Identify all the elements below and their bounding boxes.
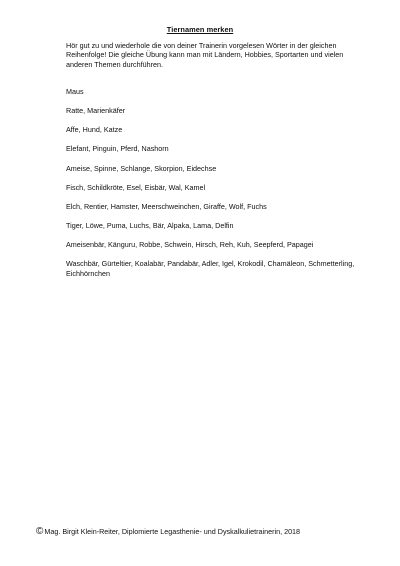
word-line-1: Maus bbox=[66, 87, 84, 96]
word-line-5: Ameise, Spinne, Schlange, Skorpion, Eidechse bbox=[66, 163, 217, 173]
word-line-9: Ameisenbär, Känguru, Robbe, Schwein, Hirsch, Reh, Kuh, Seepferd, Papagei bbox=[66, 240, 314, 250]
word-line-8: Tiger, Löwe, Puma, Luchs, Bär, Alpaka, Lama, Delfin bbox=[66, 220, 234, 230]
word-line-2: Ratte, Marienkäfer bbox=[66, 106, 126, 116]
word-line-6: Fisch, Schildkröte, Esel, Eisbär, Wal, Kamel bbox=[66, 182, 206, 192]
word-line-3: Affe, Hund, Katze bbox=[66, 125, 123, 135]
footer bbox=[36, 527, 376, 536]
document-title: Tiernamen merken bbox=[166, 25, 234, 34]
word-list bbox=[66, 87, 356, 288]
word-line-10: Waschbär, Gürteltier, Koalabär, Pandabär, Adler, Igel, Krokodil, Chamäleon, Schmetterling, Eichhörnchen bbox=[66, 259, 355, 278]
copyright-icon: © bbox=[36, 525, 44, 537]
word-line-7: Elch, Rentier, Hamster, Meerschweinchen, Giraffe, Wolf, Fuchs bbox=[66, 201, 267, 211]
footer-text: Mag. Birgit Klein-Reiter, Diplomierte Legasthenie- und Dyskalkulietrainerin, 2018 bbox=[44, 527, 301, 536]
instructions-paragraph: Hör gut zu und wiederhole die von deiner Trainerin vorgelesen Wörter in der gleichen Reihenfolge! Die gleiche Übung kann man mit Ländern, Hobbies, Sportarten und vielen anderen Themen durchführen. bbox=[66, 41, 344, 69]
word-line-4: Elefant, Pinguin, Pferd, Nashorn bbox=[66, 144, 169, 154]
